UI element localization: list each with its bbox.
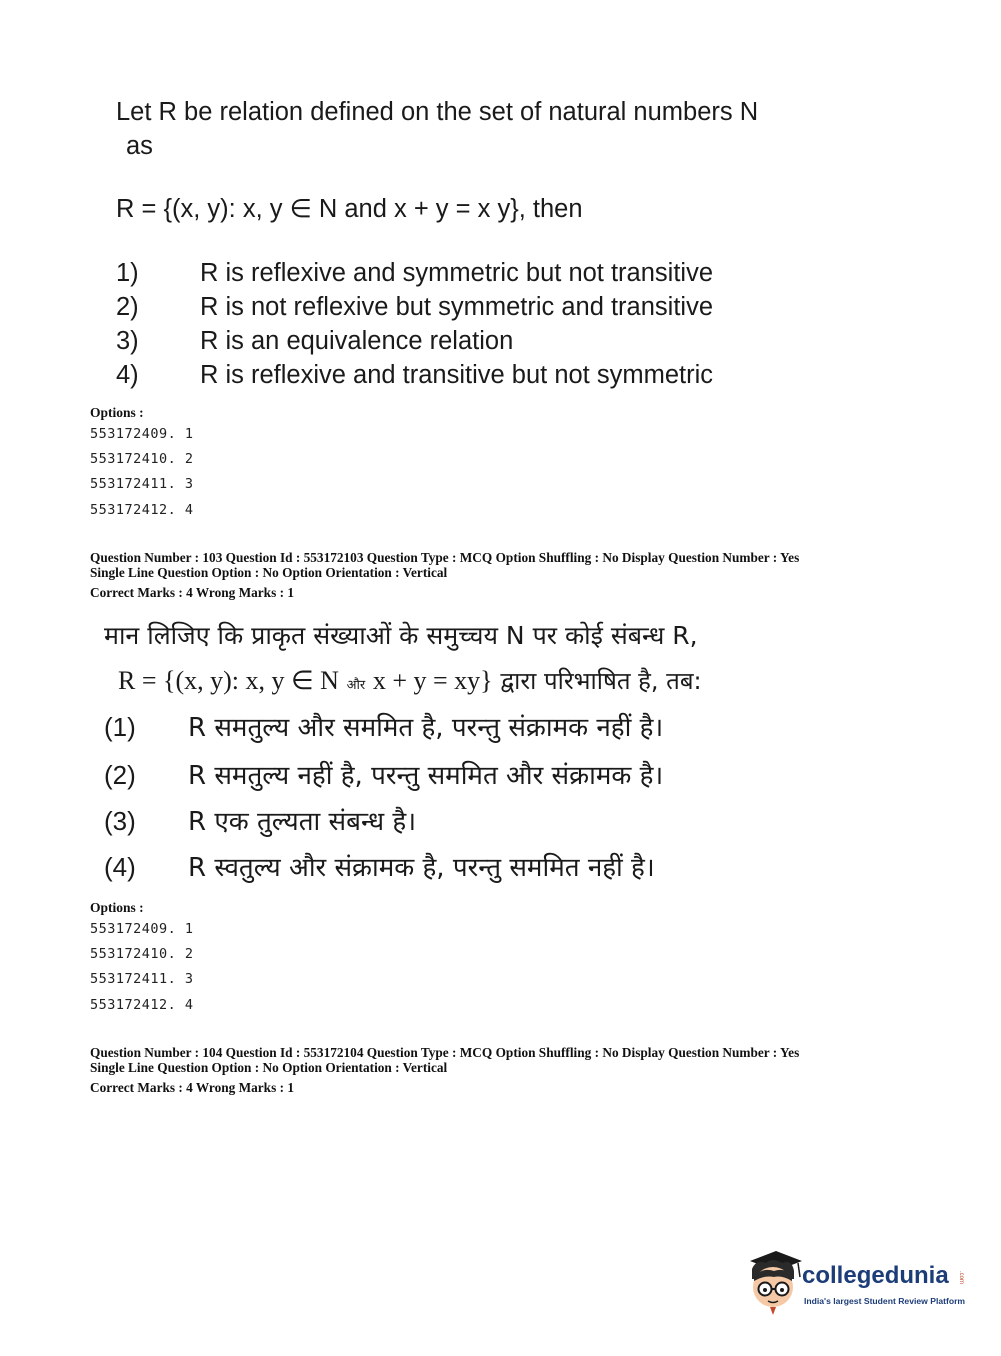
option-code: 553172412. 4: [90, 997, 194, 1013]
choice-text: R समतुल्य नहीं है, परन्तु सममित और संक्रामक है।: [188, 761, 664, 791]
relation-math: R = {(x, y): x, y ∈ N: [118, 666, 339, 695]
question-meta-line1: Question Number : 103 Question Id : 553172103 Question Type : MCQ Option Shuffling : No Display Question Number : Yes: [90, 550, 800, 565]
option-code: 553172411. 3: [90, 476, 194, 492]
question-marks: Correct Marks : 4 Wrong Marks : 1: [90, 585, 294, 600]
hindi-choice-1: [104, 708, 663, 744]
brand-domain: .com: [958, 1271, 964, 1285]
question-meta-line1: Question Number : 104 Question Id : 553172104 Question Type : MCQ Option Shuffling : No Display Question Number : Yes: [90, 1045, 800, 1060]
options-label: Options :: [90, 900, 144, 915]
option-code: 553172412. 4: [90, 502, 194, 518]
choice-4: [116, 361, 713, 390]
relation-aur: और: [346, 678, 366, 693]
choice-number: (2): [104, 760, 136, 790]
hindi-stem-line1: मान लिजिए कि प्राकृत संख्याओं के समुच्चय N पर कोई संबन्ध R,: [104, 621, 698, 650]
brand-name: collegedunia: [802, 1262, 949, 1289]
option-code: 553172410. 2: [90, 451, 194, 467]
question-marks: Correct Marks : 4 Wrong Marks : 1: [90, 1080, 294, 1095]
option-code: 553172411. 3: [90, 971, 194, 987]
choice-text: R समतुल्य और सममित है, परन्तु संक्रामक नहीं है।: [188, 713, 664, 743]
question-stem-line2: as: [126, 132, 153, 160]
question-relation: R = {(x, y): x, y ∈ N and x + y = x y}, then: [116, 195, 583, 223]
choice-number: 1): [116, 259, 139, 287]
question-meta-line2: Single Line Question Option : No Option Orientation : Vertical: [90, 565, 448, 580]
choice-text: R is reflexive and symmetric but not transitive: [200, 259, 714, 287]
hindi-choice-4: [104, 848, 655, 884]
choice-number: 3): [116, 327, 139, 355]
question-stem-line1: Let R be relation defined on the set of natural numbers N: [116, 98, 759, 126]
choice-1: [116, 259, 713, 288]
choice-text: R is not reflexive but symmetric and transitive: [200, 293, 714, 321]
choice-text: R is reflexive and transitive but not symmetric: [200, 361, 714, 389]
brand-tagline: India's largest Student Review Platform: [804, 1296, 966, 1306]
option-code: 553172409. 1: [90, 426, 194, 442]
relation-rest: x + y = xy}: [372, 666, 493, 695]
choice-number: 4): [116, 361, 139, 389]
hindi-relation: [118, 664, 702, 697]
option-code: 553172409. 1: [90, 921, 194, 937]
options-label: Options :: [90, 405, 144, 420]
relation-hindi: द्वारा परिभाषित है, तब:: [500, 667, 702, 695]
hindi-choice-3: [104, 802, 416, 838]
choice-number: (4): [104, 852, 136, 882]
hindi-choice-2: [104, 756, 663, 792]
option-code: 553172410. 2: [90, 946, 194, 962]
choice-number: (1): [104, 712, 136, 742]
choice-number: (3): [104, 806, 136, 836]
choice-3: [116, 327, 513, 356]
choice-text: R एक तुल्यता संबन्ध है।: [188, 807, 417, 837]
choice-2: [116, 293, 713, 322]
choice-number: 2): [116, 293, 139, 321]
choice-text: R स्वतुल्य और संक्रामक है, परन्तु सममित नहीं है।: [188, 853, 655, 883]
question-meta-line2: Single Line Question Option : No Option Orientation : Vertical: [90, 1060, 448, 1075]
choice-text: R is an equivalence relation: [200, 327, 514, 355]
